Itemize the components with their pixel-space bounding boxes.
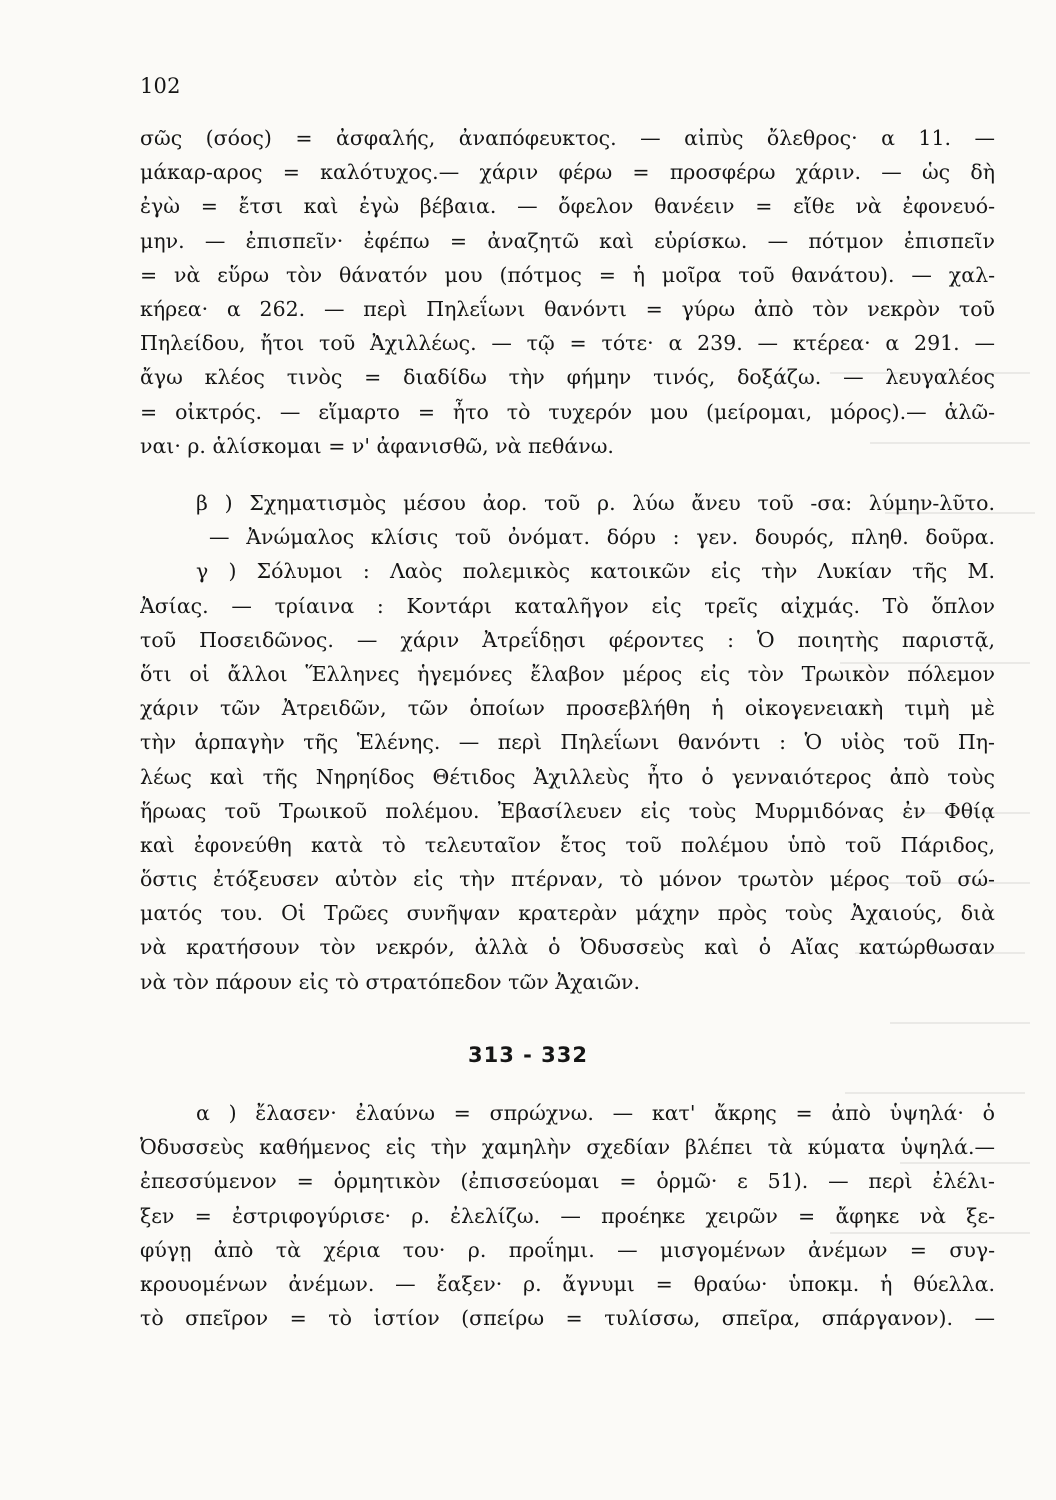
page-number: 102 — [140, 74, 181, 98]
text-line: γ ) Σόλυμοι : Λαὸς πολεμικὸς κατοικῶν εἰς τὴν Λυκίαν τῆς Μ. — [196, 559, 995, 584]
text-line: νὰ τὸν πάρουν εἰς τὸ στρατόπεδον τῶν Ἀχαιῶν. — [140, 969, 640, 994]
text-line: Πηλείδου, ἤτοι τοῦ Ἀχιλλέως. — τῷ = τότε· α 239. — κτέρεα· α 291. — — [140, 331, 995, 356]
text-line: β ) Σχηματισμὸς μέσου ἀορ. τοῦ ρ. λύω ἄνευ τοῦ -σα: λύμην-λῦτο. — [196, 491, 995, 515]
text-line: νὰ κρατήσουν τὸν νεκρόν, ἀλλὰ ὁ Ὀδυσσεὺς καὶ ὁ Αἴας κατώρθωσαν — [140, 935, 995, 960]
text-line: κήρεα· α 262. — περὶ Πηλεΐωνι θανόντι = γύρω ἀπὸ τὸν νεκρὸν τοῦ — [140, 296, 995, 321]
paragraph-notes-2 — [140, 486, 995, 999]
text-line: τοῦ Ποσειδῶνος. — χάριν Ἀτρεΐδῃσι φέροντες : Ὁ ποιητὴς παριστᾷ, — [140, 627, 995, 652]
text-line: ὅστις ἐτόξευσεν αὐτὸν εἰς τὴν πτέρναν, τὸ μόνον τρωτὸν μέρος τοῦ σώ- — [140, 867, 995, 892]
text-line: ὅτι οἱ ἄλλοι Ἕλληνες ἡγεμόνες ἔλαβον μέρος εἰς τὸν Τρωικὸν πόλεμον — [140, 661, 995, 686]
text-line: α ) ἔλασεν· ἐλαύνω = σπρώχνω. — κατ' ἄκρης = ἀπὸ ὑψηλά· ὁ — [196, 1101, 995, 1125]
section-heading: 313 - 332 — [467, 1043, 588, 1067]
text-line: = οἰκτρός. — εἵμαρτο = ἦτο τὸ τυχερόν μου (μείρομαι, μόρος).— ἁλῶ- — [140, 399, 995, 424]
text-line: ἄγω κλέος τινὸς = διαδίδω τὴν φήμην τινός, δοξάζω. — λευγαλέος — [140, 365, 995, 390]
text-line: τὸ σπεῖρον = τὸ ἱστίον (σπείρω = τυλίσσω, σπεῖρα, σπάργανον). — — [140, 1306, 995, 1331]
text-line: Ὀδυσσεὺς καθήμενος εἰς τὴν χαμηλὴν σχεδίαν βλέπει τὰ κύματα ὑψηλά.— — [140, 1135, 995, 1160]
text-line: φύγῃ ἀπὸ τὰ χέρια του· ρ. προΐημι. — μισγομένων ἀνέμων = συγ- — [140, 1237, 995, 1262]
text-line: ἥρωας τοῦ Τρωικοῦ πολέμου. Ἐβασίλευεν εἰς τοὺς Μυρμιδόνας ἐν Φθίᾳ — [140, 798, 995, 823]
text-line: χάριν τῶν Ἀτρειδῶν, τῶν ὁποίων προσεβλήθη ἡ οἰκογενειακὴ τιμὴ μὲ — [140, 696, 995, 721]
text-line: σῶς (σόος) = ἀσφαλής, ἀναπόφευκτος. — αἰπὺς ὄλεθρος· α 11. — — [140, 126, 995, 150]
paragraph-notes-1 — [140, 121, 995, 463]
text-line: = νὰ εὕρω τὸν θάνατόν μου (πότμος = ἡ μοῖρα τοῦ θανάτου). — χαλ- — [140, 262, 995, 287]
text-line: ἐγὼ = ἔτσι καὶ ἐγὼ βέβαια. — ὄφελον θανέειν = εἴθε νὰ ἐφονευό- — [140, 194, 995, 219]
text-line: μάκαρ-αρος = καλότυχος.— χάριν φέρω = προσφέρω χάριν. — ὡς δὴ — [140, 160, 995, 185]
text-line: κρουομένων ἀνέμων. — ἔαξεν· ρ. ἄγνυμι = θραύω· ὑποκμ. ἡ θύελλα. — [140, 1271, 995, 1296]
text-line: καὶ ἐφονεύθη κατὰ τὸ τελευταῖον ἔτος τοῦ πολέμου ὑπὸ τοῦ Πάριδος, — [140, 832, 995, 857]
text-line: τὴν ἁρπαγὴν τῆς Ἑλένης. — περὶ Πηλεΐωνι θανόντι : Ὁ υἱὸς τοῦ Πη- — [140, 730, 995, 755]
text-line: — Ἀνώμαλος κλίσις τοῦ ὀνόματ. δόρυ : γεν. δουρός, πληθ. δοῦρα. — [209, 525, 995, 550]
text-line: λέως καὶ τῆς Νηρηίδος Θέτιδος Ἀχιλλεὺς ἦτο ὁ γενναιότερος ἀπὸ τοὺς — [140, 764, 995, 789]
text-line: ξεν = ἐστριφογύρισε· ρ. ἐλελίζω. — προέηκε χειρῶν = ἄφηκε νὰ ξε- — [140, 1203, 995, 1228]
text-line: Ἀσίας. — τρίαινα : Κοντάρι καταλῆγον εἰς τρεῖς αἰχμάς. Τὸ ὅπλον — [140, 593, 995, 618]
text-line: ἐπεσσύμενον = ὁρμητικὸν (ἐπισσεύομαι = ὁρμῶ· ε 51). — περὶ ἐλέλι- — [140, 1169, 995, 1194]
paragraph-notes-3 — [140, 1096, 995, 1335]
text-line: ναι· ρ. ἁλίσκομαι = ν' ἀφανισθῶ, νὰ πεθάνω. — [140, 433, 614, 458]
text-line: ματός του. Οἱ Τρῶες συνῆψαν κρατερὰν μάχην πρὸς τοὺς Ἀχαιούς, διὰ — [140, 901, 995, 926]
text-line: μην. — ἐπισπεῖν· ἐφέπω = ἀναζητῶ καὶ εὑρίσκω. — πότμον ἐπισπεῖν — [140, 228, 995, 253]
